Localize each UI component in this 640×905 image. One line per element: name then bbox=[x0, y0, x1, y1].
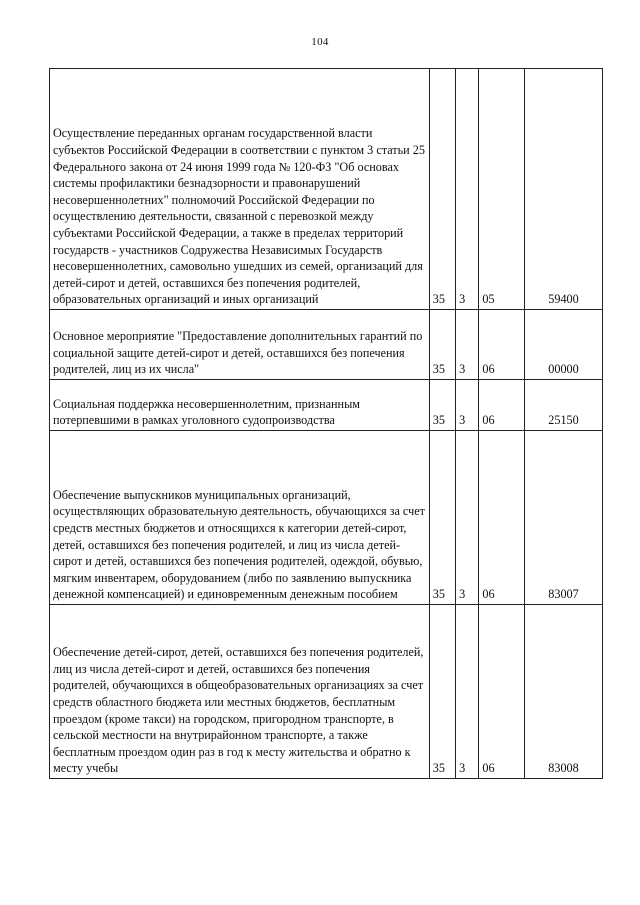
activity-code: 05 bbox=[482, 292, 495, 307]
subprogram-code: 3 bbox=[459, 362, 466, 377]
row-description-cell bbox=[50, 380, 430, 431]
program-code: 35 bbox=[432, 413, 445, 428]
activity-code: 06 bbox=[482, 587, 495, 602]
direction-code: 83007 bbox=[548, 587, 579, 602]
table-row bbox=[50, 605, 603, 779]
activity-code-cell bbox=[479, 69, 525, 310]
program-code-cell bbox=[429, 310, 455, 380]
direction-code-cell bbox=[524, 380, 602, 431]
direction-code-cell bbox=[524, 605, 602, 779]
direction-code: 25150 bbox=[548, 413, 579, 428]
row-description: Обеспечение детей-сирот, детей, оставшихся без попечения родителей, лиц из числа детей-сирот и детей, оставшихся без попечения родителей, обучающихся в общеобразовательных организациях за счет средств областного бюджета или местных бюджетов, бесплатным проездом (кроме такси) на городском, пригородном транспорте, в сельской местности на внутрирайонном транспорте, а также бесплатным проездом один раз в год к месту жительства и обратно к месту учебы bbox=[53, 645, 424, 776]
activity-code: 06 bbox=[482, 413, 495, 428]
row-description: Осуществление переданных органам государственной власти субъектов Российской Федерации в соответствии с пунктом 3 статьи 25 Федерального закона от 24 июня 1999 года № 120-ФЗ "Об основах системы профилактики безнадзорности и правонарушений несовершеннолетних" полномочий Российской Федерации по осуществлению деятельности, связанной с перевозкой между субъектами Российской Федерации, а также в пределах территорий государств - участников Содружества Независимых Государств несовершеннолетних, самовольно ушедших из семей, организаций для детей-сирот и детей, оставшихся без попечения родителей, образовательных организаций и иных организаций bbox=[53, 126, 425, 307]
activity-code-cell bbox=[479, 605, 525, 779]
subprogram-code: 3 bbox=[459, 761, 466, 776]
program-code-cell bbox=[429, 431, 455, 605]
activity-code-cell bbox=[479, 431, 525, 605]
subprogram-code: 3 bbox=[459, 292, 466, 307]
activity-code-cell bbox=[479, 380, 525, 431]
subprogram-code-cell bbox=[456, 605, 479, 779]
table-row bbox=[50, 431, 603, 605]
subprogram-code-cell bbox=[456, 431, 479, 605]
page-number: 104 bbox=[311, 36, 329, 48]
direction-code: 00000 bbox=[548, 362, 579, 377]
direction-code-cell bbox=[524, 310, 602, 380]
table-row bbox=[50, 69, 603, 310]
row-description-cell bbox=[50, 69, 430, 310]
row-description-cell bbox=[50, 310, 430, 380]
table-row bbox=[50, 310, 603, 380]
subprogram-code-cell bbox=[456, 69, 479, 310]
program-code-cell bbox=[429, 605, 455, 779]
activity-code-cell bbox=[479, 310, 525, 380]
direction-code-cell bbox=[524, 431, 602, 605]
row-description: Основное мероприятие "Предоставление дополнительных гарантий по социальной защите детей-сирот и детей, оставшихся без попечения родителей, лиц из их числа" bbox=[53, 329, 423, 377]
program-code-cell bbox=[429, 69, 455, 310]
activity-code: 06 bbox=[482, 362, 495, 377]
program-code: 35 bbox=[432, 761, 445, 776]
row-description-cell bbox=[50, 431, 430, 605]
direction-code: 83008 bbox=[548, 761, 579, 776]
subprogram-code: 3 bbox=[459, 413, 466, 428]
activity-code: 06 bbox=[482, 761, 495, 776]
subprogram-code-cell bbox=[456, 380, 479, 431]
table-row bbox=[50, 380, 603, 431]
program-code: 35 bbox=[432, 587, 445, 602]
program-code: 35 bbox=[432, 362, 445, 377]
direction-code-cell bbox=[524, 69, 602, 310]
row-description: Обеспечение выпускников муниципальных организаций, осуществляющих образовательную деятельность, обучающихся за счет средств местных бюджетов и относящихся к категории детей-сирот, детей, оставшихся без попечения родителей, и лиц из числа детей-сирот и детей, оставшихся без попечения родителей, одеждой, обувью, мягким инвентарем, оборудованием (либо по заявлению выпускника денежной компенсацией) и единовременным денежным пособием bbox=[53, 487, 425, 602]
row-description: Социальная поддержка несовершеннолетним, признанным потерпевшими в рамках уголовного судопроизводства bbox=[53, 396, 360, 428]
row-description-cell bbox=[50, 605, 430, 779]
program-code-cell bbox=[429, 380, 455, 431]
program-code: 35 bbox=[432, 292, 445, 307]
subprogram-code-cell bbox=[456, 310, 479, 380]
direction-code: 59400 bbox=[548, 292, 579, 307]
budget-classification-table bbox=[49, 68, 603, 779]
subprogram-code: 3 bbox=[459, 587, 466, 602]
